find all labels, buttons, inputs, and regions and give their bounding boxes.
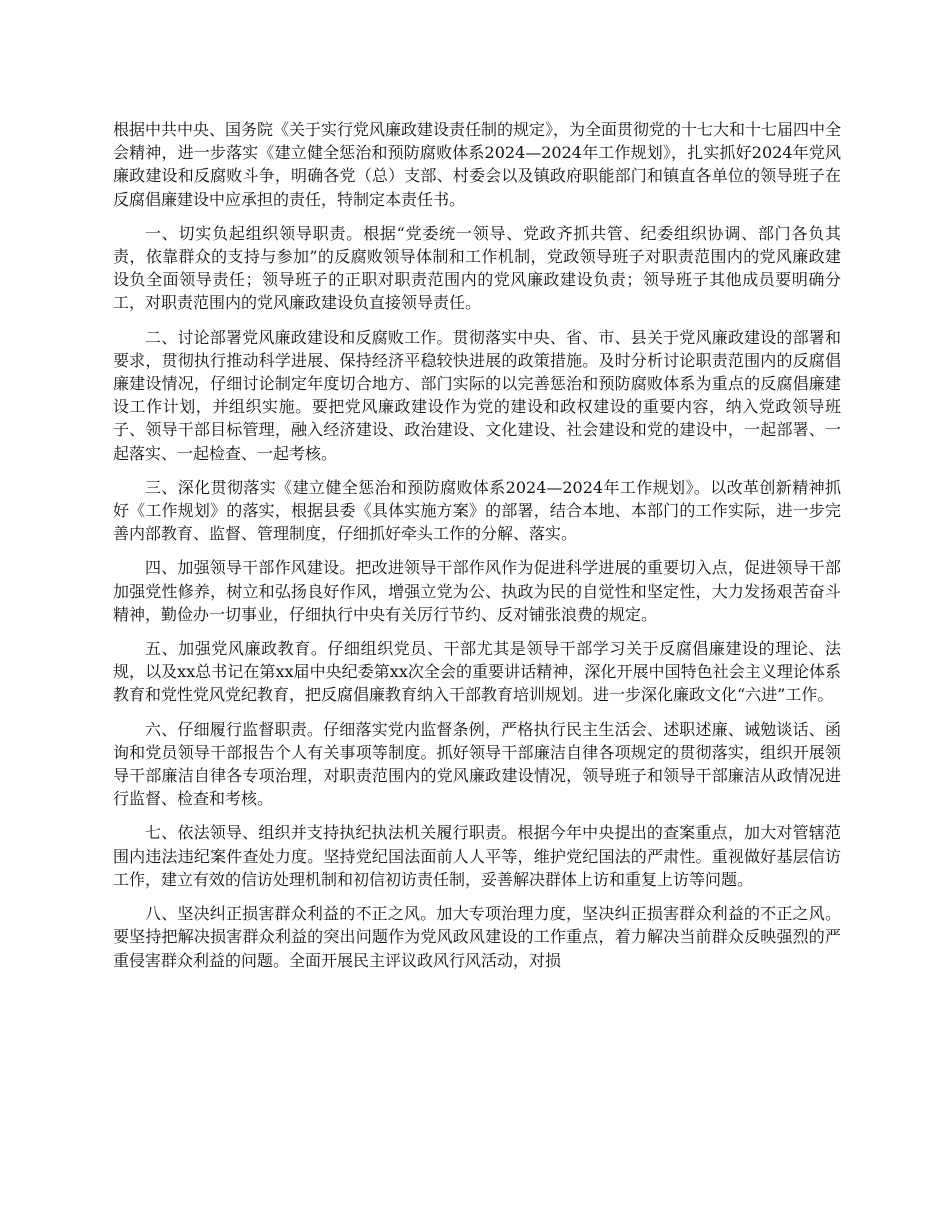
section-4-paragraph: 四、加强领导干部作风建设。把改进领导干部作风作为促进科学进展的重要切入点，促进领导干部加强党性修养，树立和弘扬良好作风，增强立党为公、执政为民的自觉性和坚定性，大力发扬艰苦奋斗精神，勤俭办一切事业，仔细执行中央有关厉行节约、反对铺张浪费的规定。 (113, 558, 841, 624)
section-7-paragraph: 七、依法领导、组织并支持执纪执法机关履行职责。根据今年中央提出的查案重点，加大对管辖范围内违法违纪案件查处力度。坚持党纪国法面前人人平等，维护党纪国法的严肃性。重视做好基层信访工作，建立有效的信访处理机制和初信初访责任制，妥善解决群体上访和重复上访等问题。 (113, 823, 841, 889)
section-2-paragraph: 二、讨论部署党风廉政建设和反腐败工作。贯彻落实中央、省、市、县关于党风廉政建设的部署和要求，贯彻执行推动科学进展、保持经济平稳较快进展的政策措施。及时分析讨论职责范围内的反腐倡廉建设情况，仔细讨论制定年度切合地方、部门实际的以完善惩治和预防腐败体系为重点的反腐倡廉建设工作计划，并组织实施。要把党风廉政建设作为党的建设和政权建设的重要内容，纳入党政领导班子、领导干部目标管理，融入经济建设、政治建设、文化建设、社会建设和党的建设中，一起部署、一起落实、一起检查、一起考核。 (113, 327, 841, 463)
intro-paragraph: 根据中共中央、国务院《关于实行党风廉政建设责任制的规定》，为全面贯彻党的十七大和十七届四中全会精神，进一步落实《建立健全惩治和预防腐败体系2024—2024年工作规划》，扎实抓好2024年党风廉政建设和反腐败斗争，明确各党（总）支部、村委会以及镇政府职能部门和镇直各单位的领导班子在反腐倡廉建设中应承担的责任，特制定本责任书。 (113, 120, 842, 209)
section-3-paragraph: 三、深化贯彻落实《建立健全惩治和预防腐败体系2024—2024年工作规划》。以改革创新精神抓好《工作规划》的落实，根据县委《具体实施方案》的部署，结合本地、本部门的工作实际，进一步完善内部教育、监督、管理制度，仔细抓好牵头工作的分解、落实。 (113, 477, 841, 544)
section-5-paragraph: 五、加强党风廉政教育。仔细组织党员、干部尤其是领导干部学习关于反腐倡廉建设的理论、法规，以及xx总书记在第xx届中央纪委第xx次全会的重要讲话精神，深化开展中国特色社会主义理论体系教育和党性党风党纪教育，把反腐倡廉教育纳入干部教育培训规划。进一步深化廉政文化“六进”工作。 (113, 639, 841, 705)
document-page (113, 118, 841, 983)
section-6-paragraph: 六、仔细履行监督职责。仔细落实党内监督条例，严格执行民主生活会、述职述廉、诫勉谈话、函询和党员领导干部报告个人有关事项等制度。抓好领导干部廉洁自律各项规定的贯彻落实，组织开展领导干部廉洁自律各专项治理，对职责范围内的党风廉政建设情况，领导班子和领导干部廉洁从政情况进行监督、检查和考核。 (113, 719, 841, 809)
section-1-paragraph: 一、切实负起组织领导职责。根据“党委统一领导、党政齐抓共管、纪委组织协调、部门各负其责，依靠群众的支持与参加”的反腐败领导体制和工作机制，党政领导班子对职责范围内的党风廉政建设负全面领导责任；领导班子的正职对职责范围内的党风廉政建设负责；领导班子其他成员要明确分工，对职责范围内的党风廉政建设负直接领导责任。 (113, 223, 841, 313)
section-8-paragraph: 八、坚决纠正损害群众利益的不正之风。加大专项治理力度，坚决纠正损害群众利益的不正之风。要坚持把解决损害群众利益的突出问题作为党风政风建设的工作重点，着力解决当前群众反映强烈的严重侵害群众利益的问题。全面开展民主评议政风行风活动，对损 (113, 904, 841, 970)
